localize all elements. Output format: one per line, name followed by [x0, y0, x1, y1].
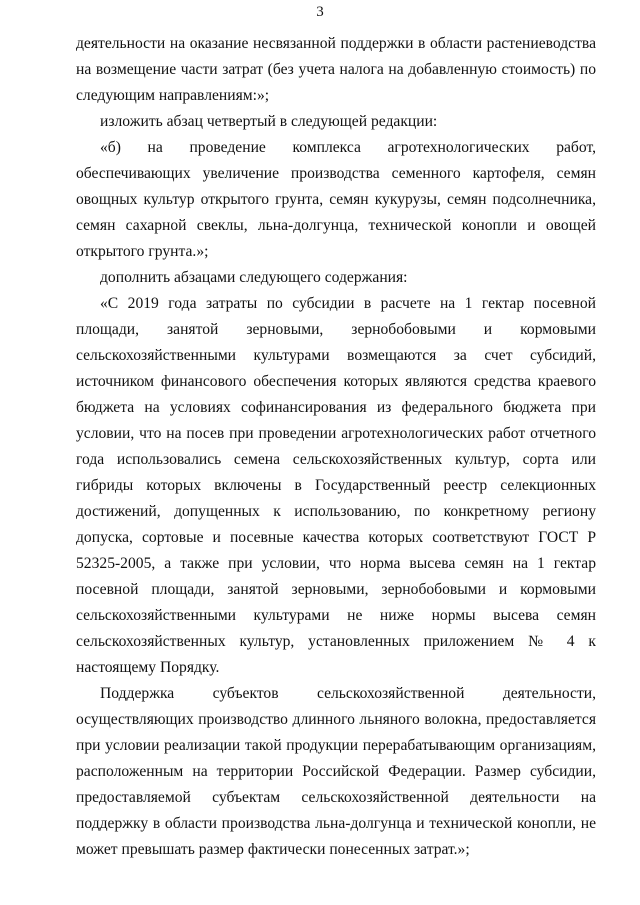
page-number: 3 — [316, 4, 324, 20]
paragraph-grain-subsidy: «С 2019 года затраты по субсидии в расчете на 1 гектар посевной площади, занятой зерновыми, зернобобовыми и кормовыми сельскохозяйственными культурами возмещаются за счет субсидий, источником финансового обеспечения которых являются средства краевого бюджета на условиях софинансирования из федерального бюджета при условии, что на посев при проведении агротехнологических работ отчетного года использовались семена сельскохозяйственных культур, сорта или гибриды которых включены в Государственный реестр селекционных достижений, допущенных к использованию, по конкретному региону допуска, сортовые и посевные качества которых соответствуют ГОСТ Р 52325-2005, а также при условии, что норма высева семян на 1 гектар посевной площади, занятой зерновыми, зернобобовыми и кормовыми сельскохозяйственными культурами не ниже нормы высева семян сельскохозяйственных культур, установленных приложением № 4 к настоящему Порядку. — [76, 295, 596, 676]
paragraph-instruction-add: дополнить абзацами следующего содержания: — [100, 269, 408, 286]
paragraph-flax-support: Поддержка субъектов сельскохозяйственной деятельности, осуществляющих производство длинного льняного волокна, предоставляется при условии реализации такой продукции перерабатывающим организациям, расположенным на территории Российской Федерации. Размер субсидии, предоставляемой субъектам сельскохозяйственной деятельности на поддержку в области производства льна-долгунца и технической конопли, не может превышать размер фактически понесенных затрат.»; — [76, 685, 596, 858]
paragraph-continuation: деятельности на оказание несвязанной поддержки в области растениеводства на возмещение части затрат (без учета налога на добавленную стоимость) по следующим направлениям:»; — [76, 35, 596, 104]
document-body — [76, 31, 596, 863]
paragraph-instruction-amend: изложить абзац четвертый в следующей редакции: — [100, 113, 438, 130]
paragraph-clause-b: «б) на проведение комплекса агротехнологических работ, обеспечивающих увеличение производства семенного картофеля, семян овощных культур открытого грунта, семян кукурузы, семян подсолнечника, семян сахарной свеклы, льна-долгунца, технической конопли и овощей открытого грунта.»; — [76, 139, 596, 260]
